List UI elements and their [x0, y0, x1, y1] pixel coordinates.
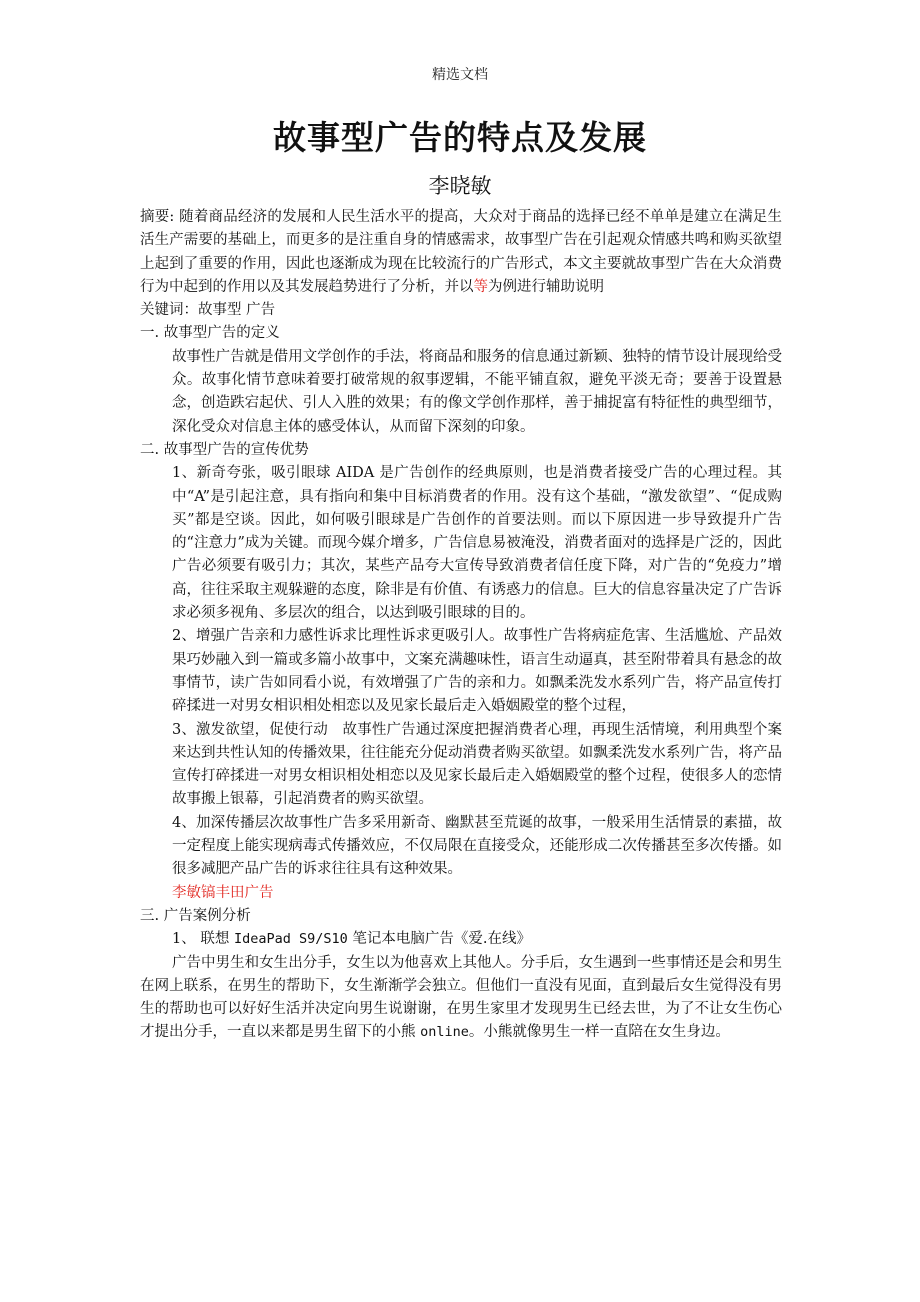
- abstract-label: 摘要:: [140, 209, 175, 225]
- section2-item-4: 4、加深传播层次故事性广告多采用新奇、幽默甚至荒诞的故事，一般采用生活情景的素描，故一定程度上能实现病毒式传播效应，不仅局限在直接受众，还能形成二次传播甚至多次传播。如很多减肥产品广告的诉求往往具有这种效果。: [172, 814, 782, 878]
- abstract-text: 随着商品经济的发展和人民生活水平的提高，大众对于商品的选择已经不单单是建立在满足生活生产需要的基础上，而更多的是注重自身的情感需求，故事型广告在引起观众情感共鸣和购买欲望上起到了重要的作用，因此也逐渐成为现在比较流行的广告形式，本文主要就故事型广告在大众消费行为中起到的作用以及其发展趋势进行了分析，并以: [140, 209, 783, 295]
- page-header: 精选文档: [432, 67, 488, 83]
- keywords-line: 关键词：故事型 广告: [140, 302, 276, 319]
- document-title: 故事型广告的特点及发展: [273, 118, 647, 157]
- document-body: [140, 206, 782, 1045]
- section2-red-note: 李敏镐丰田广告: [172, 884, 274, 901]
- case-model: IdeaPad S9/S10: [233, 931, 348, 948]
- abstract-text-end: 为例进行辅助说明: [488, 278, 604, 295]
- case-title-prefix: 1、 联想: [172, 931, 234, 948]
- case-online: online: [420, 1024, 469, 1041]
- author-name: 李晓敏: [428, 174, 492, 198]
- section1-heading: 一. 故事型广告的定义: [140, 325, 280, 342]
- section2-item-2: 2、增强广告亲和力感性诉求比理性诉求更吸引人。故事性广告将病症危害、生活尴尬、产品效果巧妙融入到一篇或多篇小故事中，文案充满趣味性，语言生动逼真，甚至附带着具有悬念的故事情节，读广告如同看小说，有效增强了广告的亲和力。如飘柔洗发水系列广告，将产品宣传打碎揉进一对男女相识相处相恋以及见家长最后走入婚姻殿堂的整个过程，: [172, 628, 782, 715]
- case-text-end: 。小熊就像男生一样一直陪在女生身边。: [468, 1024, 730, 1041]
- abstract-highlight: 等: [473, 278, 488, 295]
- case-text: 广告中男生和女生出分手，女生以为他喜欢上其他人。分手后，女生遇到一些事情还是会和男生在网上联系，在男生的帮助下，女生渐渐学会独立。但他们一直没有见面，直到最后女生觉得没有男生的帮助也可以好好生活并决定向男生说谢谢，在男生家里才发现男生已经去世，为了不让女生伤心才提出分手，一直以来都是男生留下的小熊: [140, 954, 782, 1041]
- section2-item-1: 1、新奇夸张，吸引眼球 AIDA 是广告创作的经典原则，也是消费者接受广告的心理过程。其中“A”是引起注意，具有指向和集中目标消费者的作用。没有这个基础，“激发欲望”、“促成购买”都是空谈。因此，如何吸引眼球是广告创作的首要法则。而以下原因进一步导致提升广告的“注意力”成为关键。而现今媒介增多，广告信息易被淹没，消费者面对的选择是广泛的，因此广告必须要有吸引力；其次，某些产品夸大宣传导致消费者信任度下降，对广告的“免疫力”增高，往往采取主观躲避的态度，除非是有价值、有诱惑力的信息。巨大的信息容量决定了广告诉求必须多视角、多层次的组合，以达到吸引眼球的目的。: [172, 465, 782, 622]
- abstract-paragraph: [140, 206, 782, 299]
- section1-paragraph: 故事性广告就是借用文学创作的手法，将商品和服务的信息通过新颖、独特的情节设计展现给受众。故事化情节意味着要打破常规的叙事逻辑，不能平铺直叙，避免平淡无奇；要善于设置悬念，创造跌宕起伏、引人入胜的效果；有的像文学创作那样，善于捕捉富有特征性的典型细节，深化受众对信息主体的感受体认，从而留下深刻的印象。: [172, 348, 782, 435]
- case-title-suffix: 笔记本电脑广告《爱.在线》: [347, 931, 531, 948]
- case-title: [140, 928, 782, 951]
- case-paragraph: [140, 952, 782, 1045]
- section2-item-3: 3、激发欲望，促使行动 故事性广告通过深度把握消费者心理，再现生活情境，利用典型个案来达到共性认知的传播效果，往往能充分促动消费者购买欲望。如飘柔洗发水系列广告，将产品宣传打碎揉进一对男女相识相处相恋以及见家长最后走入婚姻殿堂的整个过程，使很多人的恋情故事搬上银幕，引起消费者的购买欲望。: [172, 721, 782, 808]
- section3-heading: 三. 广告案例分析: [140, 907, 251, 924]
- section2-heading: 二. 故事型广告的宣传优势: [140, 441, 309, 458]
